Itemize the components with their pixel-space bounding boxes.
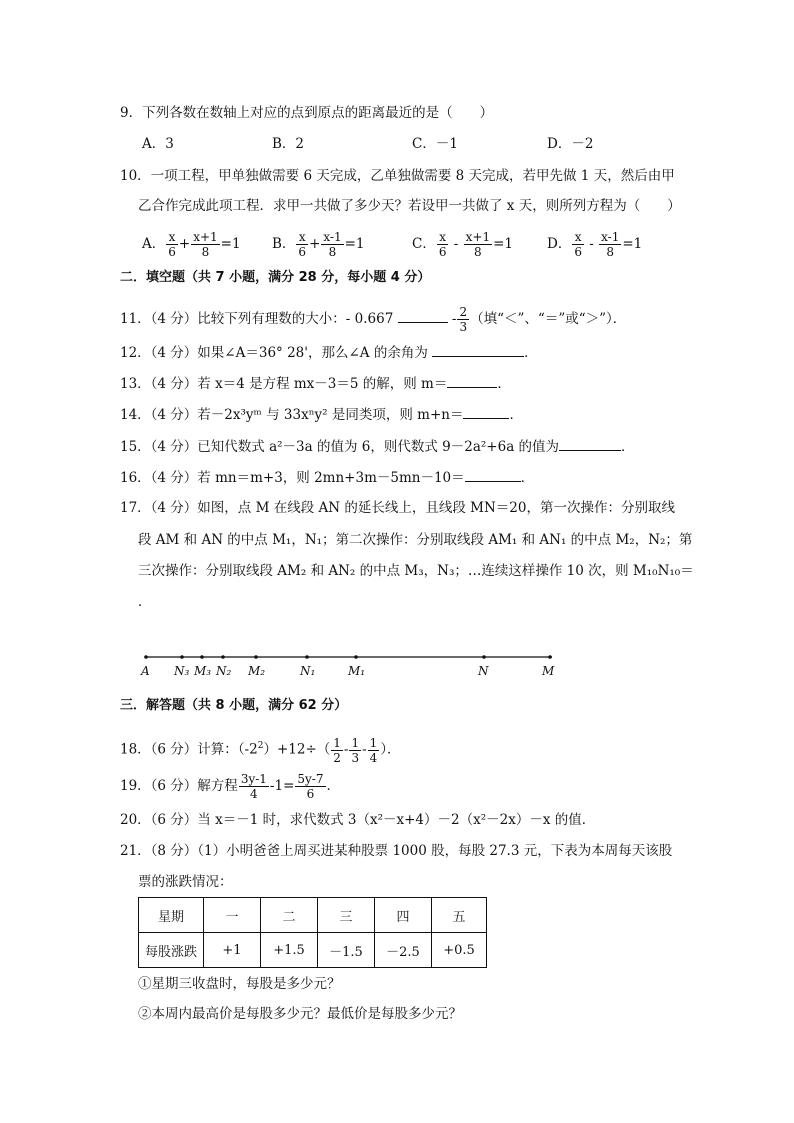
point-m1 (354, 655, 358, 659)
q10-line2: 乙合作完成此项工程．求甲一共做了多少天？若设甲一共做了 x 天，则所列方程为（ ） (138, 198, 681, 214)
q9-stem: 9．下列各数在数轴上对应的点到原点的距离最近的是（ ） (120, 105, 494, 121)
table-cell: 四 (375, 898, 432, 933)
point-m (548, 655, 552, 659)
point-n3 (180, 655, 184, 659)
q12: 12．（4 分）如果∠A＝36° 28'，那么∠A 的余角为 ． (120, 342, 538, 363)
q13: 13．（4 分）若 x＝4 是方程 mx－3＝5 的解，则 m＝ ． (120, 373, 511, 394)
label-n: N (478, 664, 489, 678)
label-n2: N₂ (216, 664, 232, 678)
q20: 20．（6 分）当 x＝－1 时，求代数式 3（x²－x+4）－2（x²－2x）－x 的值． (120, 812, 596, 828)
q17-line4: ． (138, 594, 152, 610)
q10-option-a: A． $\frac{x}{6}$ + $\frac{x+1}{8}$ =1 (142, 230, 241, 259)
table-cell: 每股涨跌 (139, 933, 204, 968)
table-row (139, 898, 487, 933)
table-cell: －1.5 (318, 933, 375, 968)
q10-option-b: B． $\frac{x}{6}$ + $\frac{x-1}{8}$ =1 (272, 230, 365, 259)
table-cell: －2.5 (375, 933, 432, 968)
section-solution-title: 三．解答题（共 8 小题，满分 62 分） (120, 698, 348, 713)
q19: 19．（6 分）解方程 $\frac{3y-1}{4}$ -1= $\frac{5y-7}{6}$ ． (120, 772, 340, 801)
q21-line2: 票的涨跌情况： (138, 874, 233, 890)
point-a (144, 655, 148, 659)
table-cell: 星期 (139, 898, 204, 933)
q21-line1: 21．（8 分）（1）小明爸爸上周买进某种股票 1000 股，每股 27.3 元，下表为本周每天该股 (120, 843, 673, 859)
q16: 16．（4 分）若 mn＝m+3，则 2mn+3m－5mn－10＝ ． (120, 467, 534, 488)
table-cell: +1 (204, 933, 261, 968)
segment-figure (130, 645, 570, 685)
label-a: A (141, 664, 150, 678)
q11: 11．（4 分）比较下列有理数的大小：- 0.667 - $\frac{2}{3}$ （填“＜”、“＝”或“＞”）． (120, 305, 627, 334)
label-n3: N₃ (174, 664, 190, 678)
stock-table (138, 897, 487, 968)
label-n1: N₁ (300, 664, 316, 678)
q17-line3: 三次操作：分别取线段 AM₂ 和 AN₂ 的中点 M₃，N₃；…连续这样操作 10 次，则 M₁₀N₁₀＝ (138, 563, 694, 579)
point-n (482, 655, 486, 659)
table-cell: 一 (204, 898, 261, 933)
q14: 14．（4 分）若－2x³yᵐ 与 33xⁿy² 是同类项，则 m+n＝ ． (120, 404, 523, 425)
q10-option-c: C． $\frac{x}{6}$ - $\frac{x+1}{8}$ =1 (412, 230, 514, 259)
q18: 18．（6 分）计算：$(-2^2)+12\div$（ $\frac{1}{2}$ - $\frac{1}{3}$ - $\frac{1}{4}$ ）． (120, 735, 401, 765)
q21-sub2: ②本周内最高价是每股多少元？最低价是每股多少元？ (138, 1006, 462, 1022)
q17-line1: 17．（4 分）如图，点 M 在线段 AN 的延长线上，且线段 MN＝20，第一次操作：分别取线 (120, 500, 675, 516)
table-cell: +0.5 (432, 933, 487, 968)
label-m: M (542, 664, 555, 678)
q9-option-c: C．－1 (412, 136, 458, 152)
q10-line1: 10．一项工程，甲单独做需要 6 天完成，乙单独做需要 8 天完成，若甲先做 1 天，然后由甲 (120, 168, 675, 184)
q15: 15．（4 分）已知代数式 a²－3a 的值为 6，则代数式 9－2a²+6a 的值为 ． (120, 436, 635, 457)
point-n2 (221, 655, 225, 659)
q9-option-a: A．3 (142, 136, 174, 152)
table-cell: 二 (261, 898, 318, 933)
q9-option-d: D．－2 (547, 136, 594, 152)
label-m1: M₁ (348, 664, 366, 678)
section-fill-in-title: 二．填空题（共 7 小题，满分 28 分，每小题 4 分） (120, 270, 431, 285)
table-cell: 五 (432, 898, 487, 933)
table-cell: +1.5 (261, 933, 318, 968)
q21-sub1: ①星期三收盘时，每股是多少元？ (138, 976, 341, 992)
table-cell: 三 (318, 898, 375, 933)
q10-option-d: D． $\frac{x}{6}$ - $\frac{x-1}{8}$ =1 (547, 230, 643, 259)
point-m3 (200, 655, 204, 659)
label-m3: M₃ (194, 664, 212, 678)
point-m2 (254, 655, 258, 659)
table-row (139, 933, 487, 968)
q9-option-b: B．2 (272, 136, 305, 152)
q17-line2: 段 AM 和 AN 的中点 M₁，N₁；第二次操作：分别取线段 AM₁ 和 AN₁ 的中点 M₂，N₂；第 (138, 532, 693, 548)
label-m2: M₂ (248, 664, 266, 678)
point-n1 (305, 655, 309, 659)
